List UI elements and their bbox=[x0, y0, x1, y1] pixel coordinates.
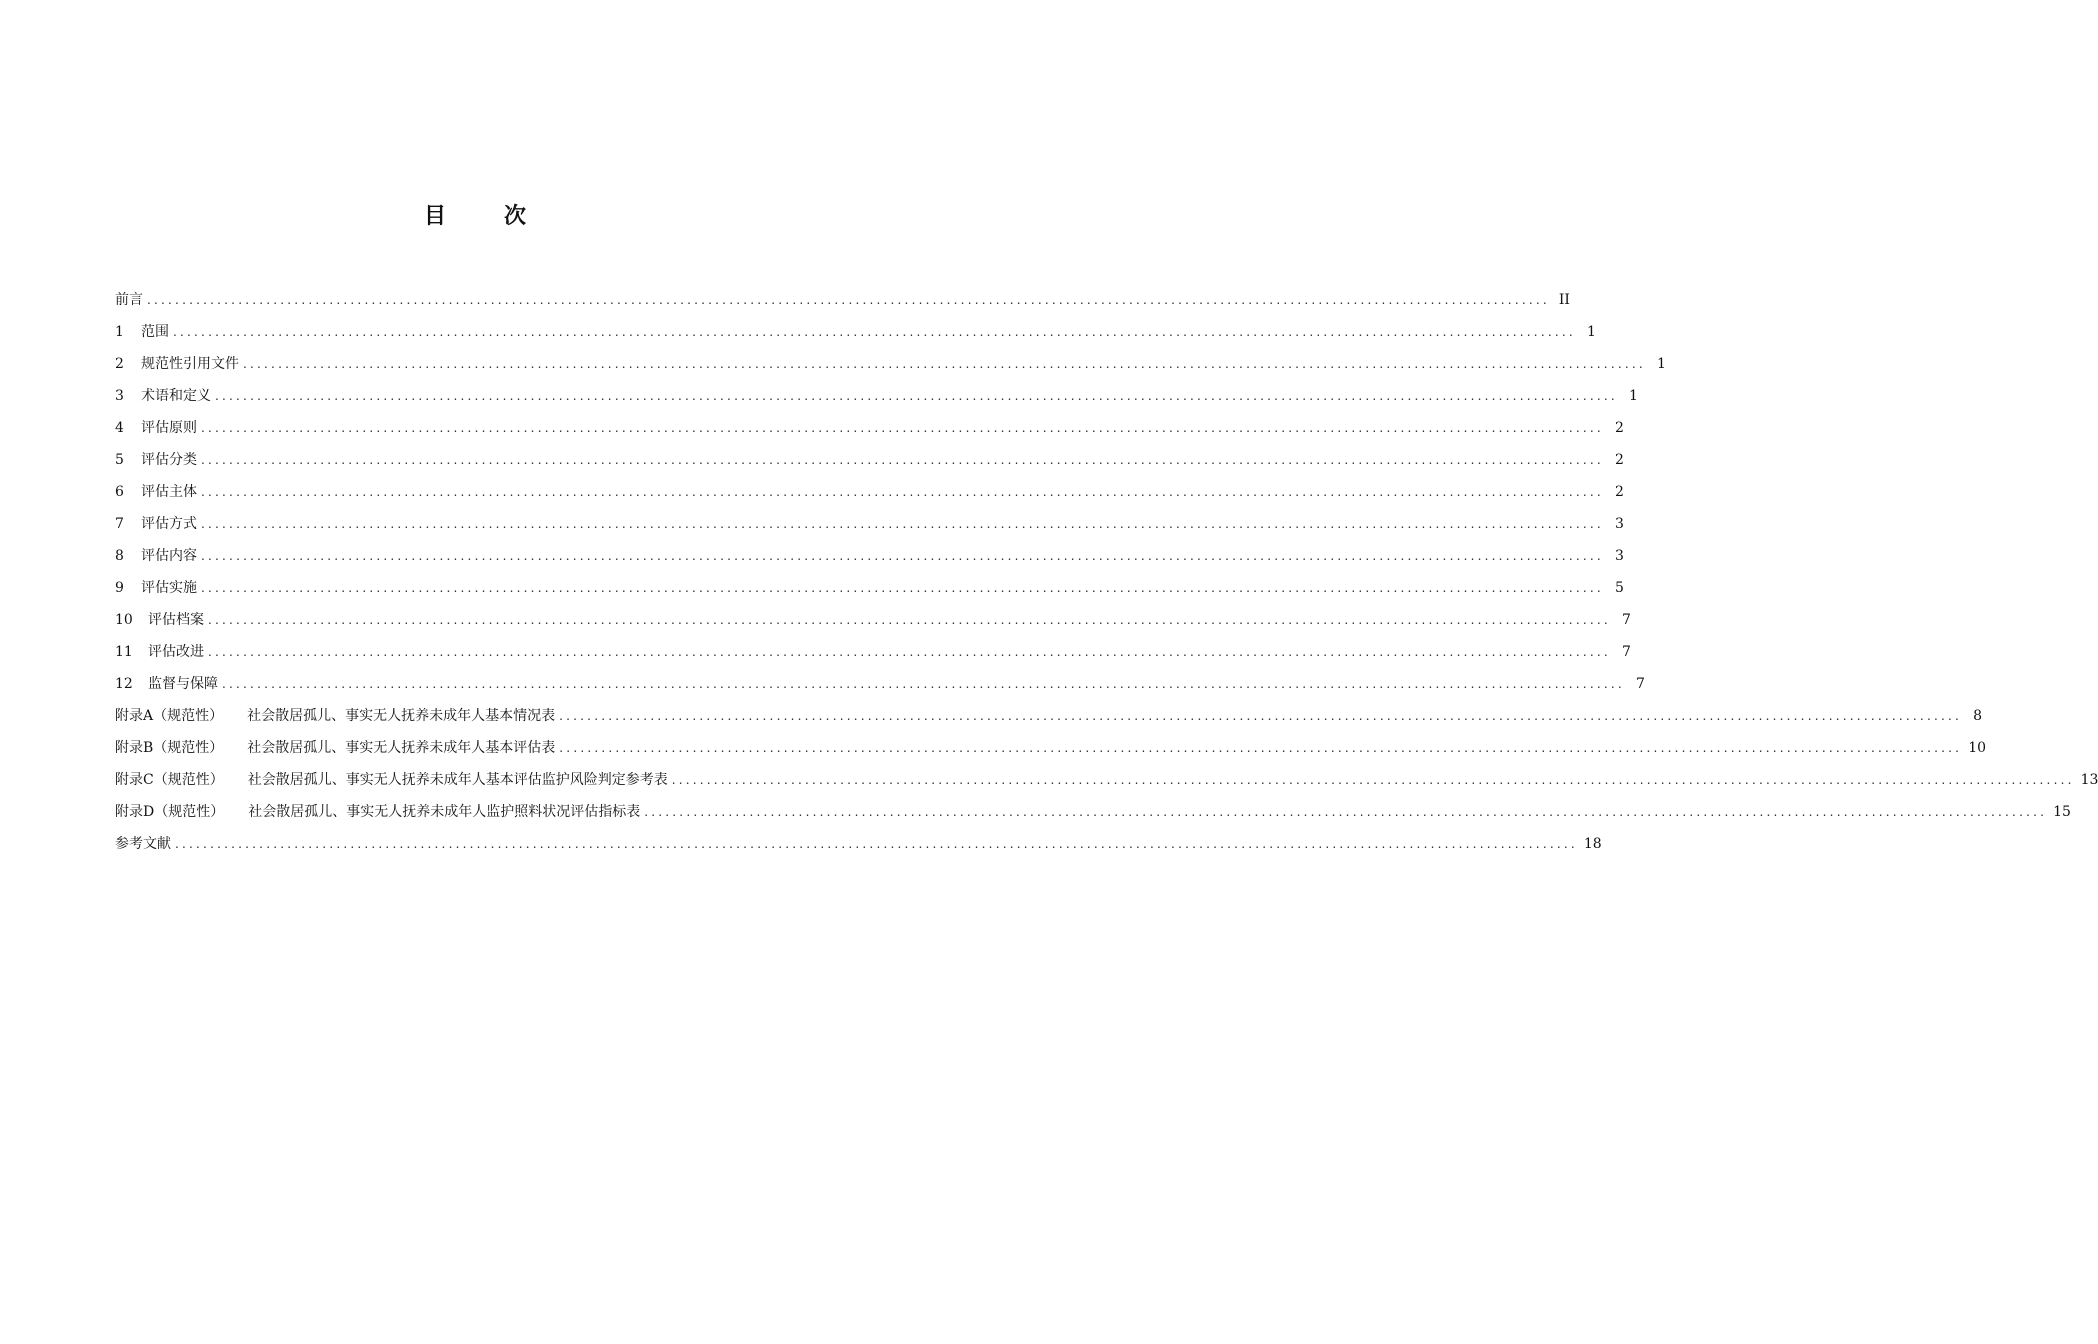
toc-entry-label-wrap bbox=[115, 796, 640, 828]
toc-entry-page: II bbox=[1558, 292, 1570, 308]
toc-entry-6[interactable] bbox=[115, 476, 1624, 508]
toc-appendix-prefix: 附录B（规范性） bbox=[115, 740, 224, 756]
toc-entry-7[interactable] bbox=[115, 508, 1624, 540]
toc-entry-number: 3 bbox=[115, 388, 124, 404]
toc-entry-11[interactable] bbox=[115, 636, 1631, 668]
toc-entry-number: 6 bbox=[115, 484, 124, 500]
toc-entry-page: 13 bbox=[2080, 772, 2098, 788]
toc-leader-dots: ........................................................................................................................................................................................................ bbox=[147, 293, 1550, 307]
toc-entry-label: 评估主体 bbox=[141, 484, 197, 500]
toc-leader-dots: ........................................................................................................................................................................................................ bbox=[559, 709, 1963, 723]
toc-leader-dots: ........................................................................................................................................................................................................ bbox=[201, 549, 1604, 563]
toc-appendix-prefix: 附录A（规范性） bbox=[115, 708, 224, 724]
toc-entry-label-wrap bbox=[115, 380, 211, 412]
toc-entry-label: 社会散居孤儿、事实无人抚养未成年人基本评估表 bbox=[247, 740, 556, 756]
toc-entry-number: 12 bbox=[115, 676, 133, 692]
toc-entry-page: 3 bbox=[1614, 548, 1624, 564]
toc-entry-4[interactable] bbox=[115, 412, 1624, 444]
toc-leader-dots: ........................................................................................................................................................................................................ bbox=[215, 389, 1618, 403]
toc-entry-label: 监督与保障 bbox=[148, 676, 218, 692]
toc-entry-page: 10 bbox=[1968, 740, 1987, 756]
toc-leader-dots: ........................................................................................................................................................................................................ bbox=[559, 741, 1963, 755]
toc-entry-foreword[interactable] bbox=[115, 284, 1570, 316]
toc-entry-label: 评估实施 bbox=[141, 580, 197, 596]
toc-appendix-prefix: 附录D（规范性） bbox=[115, 804, 225, 820]
toc-entry-label-wrap bbox=[115, 668, 218, 700]
toc-entry-label-wrap bbox=[115, 540, 197, 572]
toc-entry-page: 18 bbox=[1583, 836, 1602, 852]
toc-entry-5[interactable] bbox=[115, 444, 1624, 476]
toc-entry-label: 范围 bbox=[141, 324, 169, 340]
toc-leader-dots: ........................................................................................................................................................................................................ bbox=[644, 805, 2048, 819]
toc-entry-page: 7 bbox=[1621, 612, 1631, 628]
toc-entry-number: 11 bbox=[115, 644, 133, 660]
toc-entry-appendix-d[interactable] bbox=[115, 796, 2071, 828]
toc-entry-number: 10 bbox=[115, 612, 133, 628]
toc-leader-dots: ........................................................................................................................................................................................................ bbox=[201, 485, 1604, 499]
toc-entry-label-wrap bbox=[115, 700, 555, 732]
toc-entry-label: 前言 bbox=[115, 292, 143, 308]
toc-entry-10[interactable] bbox=[115, 604, 1631, 636]
toc-entry-label-wrap bbox=[115, 316, 169, 348]
toc-entry-label-wrap bbox=[115, 412, 197, 444]
toc-entry-number: 1 bbox=[115, 324, 124, 340]
toc-entry-8[interactable] bbox=[115, 540, 1624, 572]
toc-entry-page: 2 bbox=[1614, 484, 1624, 500]
toc-entry-label: 术语和定义 bbox=[141, 388, 211, 404]
toc-entry-label: 评估分类 bbox=[141, 452, 197, 468]
toc-entry-label: 评估原则 bbox=[141, 420, 197, 436]
toc-leader-dots: ........................................................................................................................................................................................................ bbox=[222, 677, 1625, 691]
toc-leader-dots: ........................................................................................................................................................................................................ bbox=[201, 421, 1604, 435]
toc-entry-number: 8 bbox=[115, 548, 124, 564]
toc-leader-dots: ........................................................................................................................................................................................................ bbox=[243, 357, 1646, 371]
toc-entry-page: 15 bbox=[2053, 804, 2071, 820]
toc-entry-page: 5 bbox=[1614, 580, 1624, 596]
toc-entry-9[interactable] bbox=[115, 572, 1624, 604]
toc-entry-number: 7 bbox=[115, 516, 124, 532]
toc-leader-dots: ........................................................................................................................................................................................................ bbox=[201, 517, 1604, 531]
toc-entry-label: 评估方式 bbox=[141, 516, 197, 532]
toc-entry-number: 4 bbox=[115, 420, 124, 436]
toc-leader-dots: ........................................................................................................................................................................................................ bbox=[175, 837, 1578, 851]
toc-entry-appendix-b[interactable] bbox=[115, 732, 1987, 764]
toc-entry-page: 7 bbox=[1635, 676, 1645, 692]
toc-entry-label-wrap bbox=[115, 636, 204, 668]
toc-entry-page: 3 bbox=[1614, 516, 1624, 532]
toc-entry-page: 2 bbox=[1614, 452, 1624, 468]
toc-entry-label-wrap bbox=[115, 764, 668, 796]
toc-leader-dots: ........................................................................................................................................................................................................ bbox=[201, 581, 1604, 595]
toc-entry-2[interactable] bbox=[115, 348, 1666, 380]
toc-entry-label: 社会散居孤儿、事实无人抚养未成年人监护照料状况评估指标表 bbox=[248, 804, 641, 820]
toc-entry-number: 5 bbox=[115, 452, 124, 468]
toc-entry-label: 社会散居孤儿、事实无人抚养未成年人基本情况表 bbox=[247, 708, 556, 724]
toc-entry-label-wrap bbox=[115, 444, 197, 476]
toc-leader-dots: ........................................................................................................................................................................................................ bbox=[208, 613, 1611, 627]
toc-entry-page: 7 bbox=[1621, 644, 1631, 660]
toc-entry-label: 社会散居孤儿、事实无人抚养未成年人基本评估监护风险判定参考表 bbox=[247, 772, 668, 788]
toc-leader-dots: ........................................................................................................................................................................................................ bbox=[173, 325, 1576, 339]
toc-entry-label: 评估内容 bbox=[141, 548, 197, 564]
toc-entry-label-wrap bbox=[115, 572, 197, 604]
toc-entry-number: 2 bbox=[115, 356, 124, 372]
toc-entry-number: 9 bbox=[115, 580, 124, 596]
toc-entry-page: 1 bbox=[1656, 356, 1666, 372]
toc-entry-label: 评估档案 bbox=[148, 612, 204, 628]
toc-entry-page: 2 bbox=[1614, 420, 1624, 436]
toc-entry-label-wrap bbox=[115, 732, 555, 764]
toc-entry-label: 评估改进 bbox=[148, 644, 204, 660]
toc-entry-label-wrap bbox=[115, 508, 197, 540]
page-title-char-1: 目 bbox=[423, 204, 446, 229]
toc-appendix-prefix: 附录C（规范性） bbox=[115, 772, 224, 788]
toc-leader-dots: ........................................................................................................................................................................................................ bbox=[201, 453, 1604, 467]
toc-entry-page: 8 bbox=[1973, 708, 1983, 724]
page-title-char-2: 次 bbox=[504, 204, 527, 229]
toc-entry-page: 1 bbox=[1586, 324, 1596, 340]
toc-leader-dots: ........................................................................................................................................................................................................ bbox=[208, 645, 1611, 659]
toc-leader-dots: ........................................................................................................................................................................................................ bbox=[671, 773, 2075, 787]
table-of-contents bbox=[115, 284, 2098, 860]
toc-entry-page: 1 bbox=[1628, 388, 1638, 404]
toc-entry-appendix-a[interactable] bbox=[115, 700, 1983, 732]
toc-entry-references[interactable] bbox=[115, 828, 1602, 860]
toc-entry-1[interactable] bbox=[115, 316, 1596, 348]
toc-entry-label-wrap bbox=[115, 348, 239, 380]
toc-entry-3[interactable] bbox=[115, 380, 1638, 412]
toc-entry-label: 参考文献 bbox=[115, 836, 171, 852]
toc-entry-label-wrap bbox=[115, 476, 197, 508]
toc-entry-label-wrap bbox=[115, 604, 204, 636]
toc-entry-appendix-c[interactable] bbox=[115, 764, 2098, 796]
toc-entry-12[interactable] bbox=[115, 668, 1645, 700]
page-title bbox=[0, 202, 950, 232]
toc-entry-label: 规范性引用文件 bbox=[141, 356, 239, 372]
